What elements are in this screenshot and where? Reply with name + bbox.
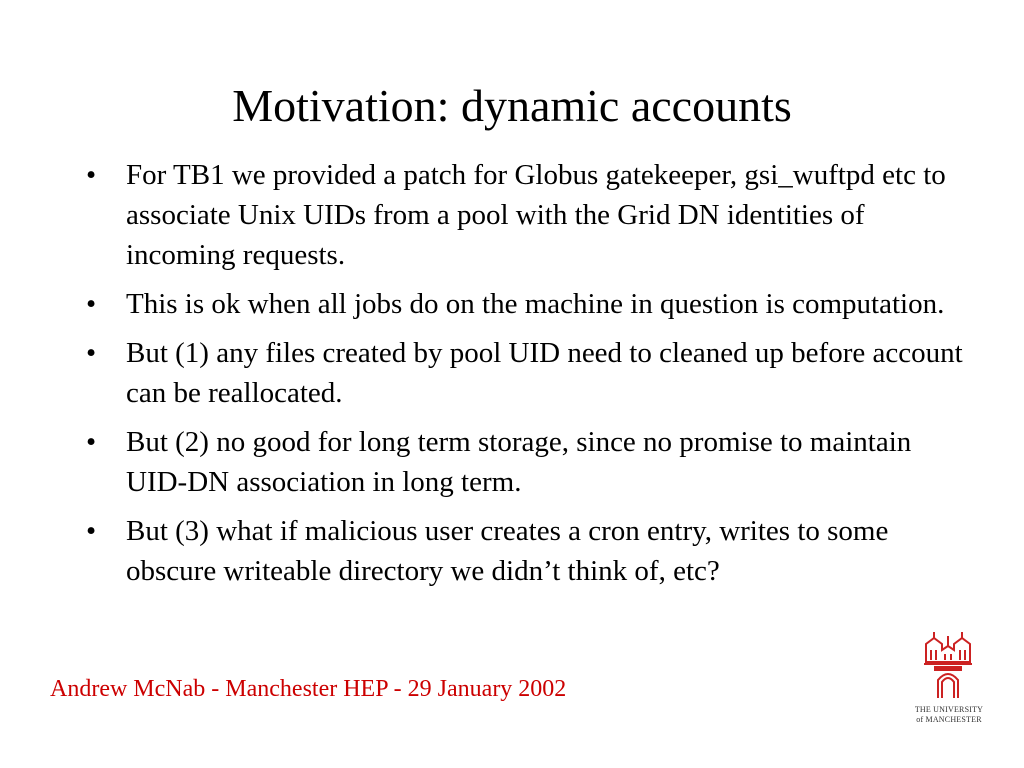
bullet-marker: • — [86, 337, 97, 369]
bullet-item — [86, 284, 966, 324]
logo-text-line1: THE UNIVERSITY — [914, 705, 984, 714]
university-logo — [906, 630, 992, 730]
bullet-text: But (1) any files created by pool UID need to cleaned up before account can be reallocated. — [126, 337, 963, 409]
bullet-item — [86, 422, 966, 502]
bullet-text: This is ok when all jobs do on the machine in question is computation. — [126, 288, 945, 320]
bullet-text: But (2) no good for long term storage, since no promise to maintain UID-DN association in long term. — [126, 426, 912, 498]
bullet-item — [86, 511, 966, 591]
bullet-marker: • — [86, 426, 97, 458]
bullet-text: For TB1 we provided a patch for Globus gatekeeper, gsi_wuftpd etc to associate Unix UIDs from a pool with the Grid DN identities of incoming requests. — [126, 159, 946, 271]
logo-text-line2: of MANCHESTER — [916, 715, 982, 724]
university-crest-icon — [920, 630, 978, 700]
bullet-text: But (3) what if malicious user creates a cron entry, writes to some obscure writeable directory we didn’t think of, etc? — [126, 515, 889, 587]
bullet-item — [86, 155, 966, 275]
bullet-marker: • — [86, 159, 97, 191]
slide-footer: Andrew McNab - Manchester HEP - 29 January 2002 — [50, 676, 567, 702]
bullet-marker: • — [86, 288, 97, 320]
bullet-marker: • — [86, 515, 97, 547]
slide-title: Motivation: dynamic accounts — [232, 80, 792, 131]
bullet-list — [86, 155, 966, 600]
bullet-item — [86, 333, 966, 413]
